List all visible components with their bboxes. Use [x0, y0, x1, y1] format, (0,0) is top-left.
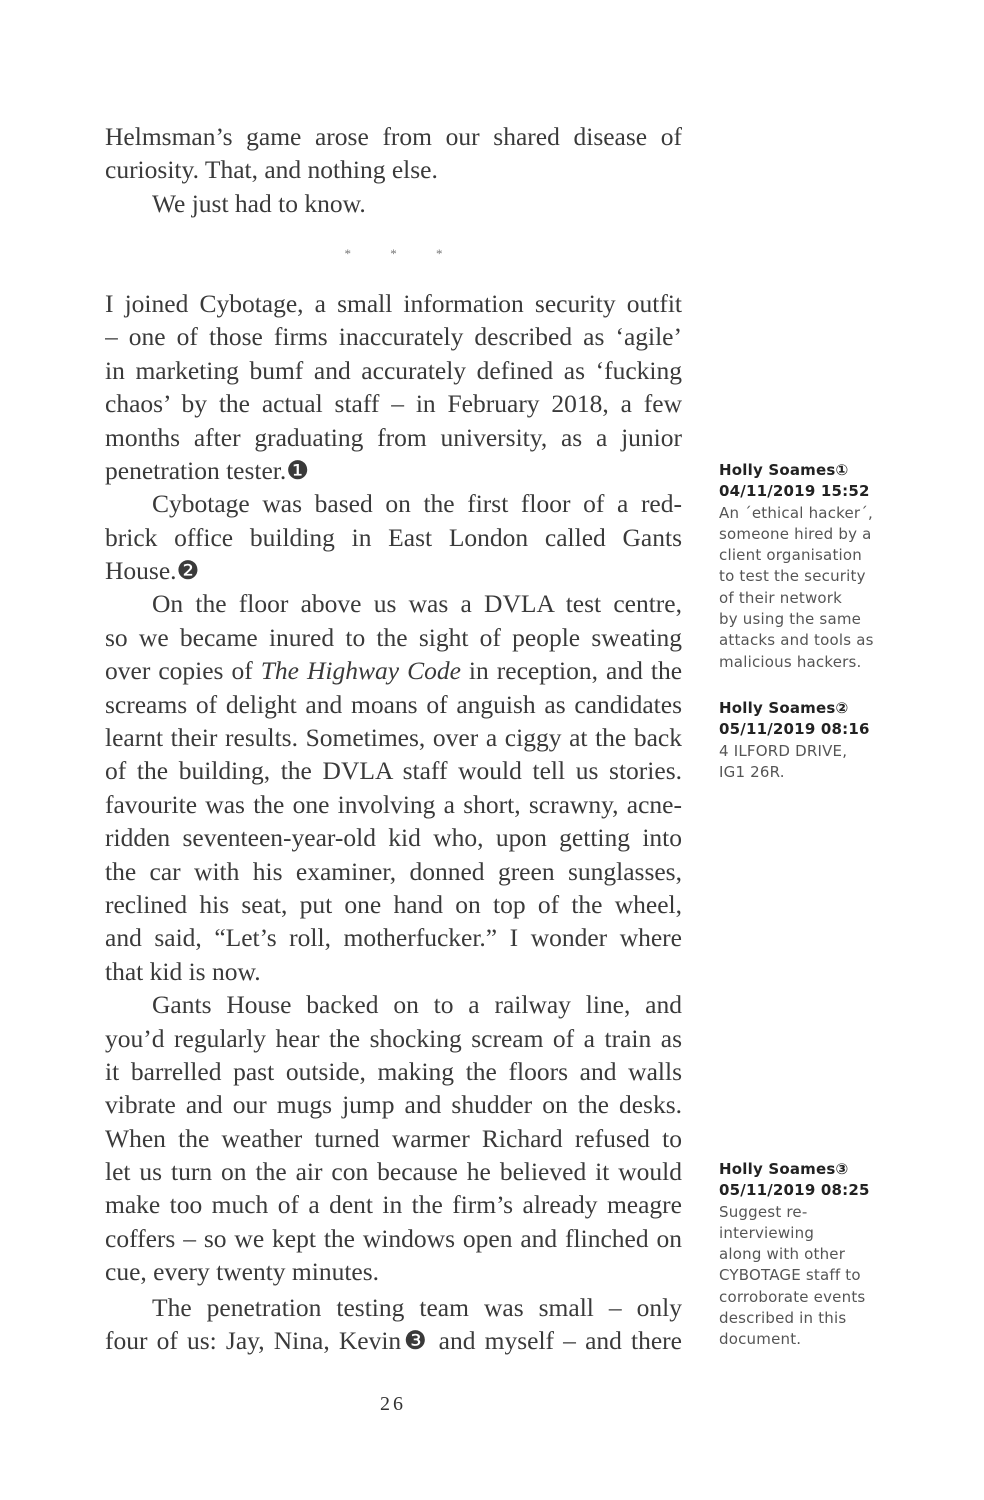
text-line	[105, 654, 682, 687]
page-number: 26	[380, 1393, 406, 1415]
margin-note	[719, 1159, 889, 1351]
text-line: make too much of a dent in the firm’s already meagre	[105, 1190, 682, 1220]
note-text-line: interviewing	[719, 1223, 815, 1242]
note-text-line: CYBOTAGE staff to	[719, 1266, 861, 1285]
text-line: House.❷	[105, 556, 200, 586]
margin-note	[719, 698, 889, 783]
text-line: of the building, the DVLA staff would tell us stories.	[105, 756, 682, 786]
book-title: The Highway Code	[260, 656, 461, 686]
note-author: Holly Soames③	[719, 1160, 849, 1178]
note-timestamp: 05/11/2019 08:25	[719, 1181, 870, 1200]
text-line: I joined Cybotage, a small information security outfit	[105, 288, 682, 318]
note-text-line: someone hired by a	[719, 524, 872, 543]
text-line: We just had to know.	[152, 188, 366, 218]
note-text-line: client organisation	[719, 546, 862, 565]
text-line: cue, every twenty minutes.	[105, 1257, 380, 1287]
text-line: vibrate and our mugs jump and shudder on the desks.	[105, 1090, 682, 1120]
note-text-line: document.	[719, 1330, 802, 1349]
text-line: On the floor above us was a DVLA test centre,	[152, 589, 682, 619]
text-line: the car with his examiner, donned green sunglasses,	[105, 856, 682, 886]
text-line: penetration tester.❶	[105, 455, 310, 485]
text-line: – one of those firms inaccurately described as ‘agile’	[105, 322, 682, 352]
text-line: that kid is now.	[105, 956, 261, 986]
text-line: so we became inured to the sight of people sweating	[105, 622, 682, 652]
note-text-line: along with other	[719, 1245, 846, 1264]
text-line: Gants House backed on to a railway line, and	[152, 990, 682, 1020]
note-timestamp: 05/11/2019 08:16	[719, 720, 870, 739]
text-line: you’d regularly hear the shocking scream of a train as	[105, 1023, 682, 1053]
text-line: screams of delight and moans of anguish as candidates	[105, 689, 682, 719]
text-line: months after graduating from university, as a junior	[105, 422, 682, 452]
section-break: * * *	[344, 245, 461, 261]
note-text-line: Suggest re-	[719, 1202, 808, 1221]
text-line: it barrelled past outside, making the floors and walls	[105, 1056, 682, 1086]
note-text-line: of their network	[719, 588, 843, 607]
note-text-line: 4 ILFORD DRIVE,	[719, 741, 848, 760]
body-text	[105, 120, 682, 1357]
text-line: four of us: Jay, Nina, Kevin❸ and myself – and there	[105, 1326, 682, 1356]
margin-note	[719, 460, 889, 673]
note-text-line: IG1 26R.	[719, 762, 785, 781]
text-line: and said, “Let’s roll, motherfucker.” I wonder where	[105, 923, 682, 953]
text-line: in marketing bumf and accurately defined as ‘fucking	[105, 355, 682, 385]
note-author: Holly Soames①	[719, 461, 849, 479]
text-line: When the weather turned warmer Richard refused to	[105, 1123, 682, 1153]
text-line: chaos’ by the actual staff – in February 2018, a few	[105, 389, 682, 419]
note-text-line: attacks and tools as	[719, 631, 874, 650]
note-text-line: An ˊethical hackerˊ,	[719, 503, 873, 522]
text-line: Cybotage was based on the first floor of a red-	[152, 489, 682, 519]
text-line: curiosity. That, and nothing else.	[105, 155, 438, 185]
note-timestamp: 04/11/2019 15:52	[719, 482, 870, 501]
note-text-line: to test the security	[719, 567, 866, 586]
note-text-line: malicious hackers.	[719, 652, 862, 671]
note-text-line: corroborate events	[719, 1287, 866, 1306]
text-line: learnt their results. Sometimes, over a ciggy at the back	[105, 723, 682, 753]
text-line: The penetration testing team was small – only	[152, 1292, 682, 1322]
text-line: Helmsman’s game arose from our shared disease of	[105, 122, 682, 151]
text-line: reclined his seat, put one hand on top of the wheel,	[105, 889, 682, 919]
text-line: coffers – so we kept the windows open and flinched on	[105, 1223, 682, 1253]
text-line: favourite was the one involving a short, scrawny, acne-	[105, 789, 682, 819]
text-segment: in reception, and the	[460, 656, 682, 686]
text-line: ridden seventeen-year-old kid who, upon getting into	[105, 823, 682, 853]
note-author: Holly Soames②	[719, 699, 849, 717]
text-line: let us turn on the air con because he believed it would	[105, 1157, 682, 1187]
text-segment: over copies of	[105, 656, 261, 686]
note-text-line: described in this	[719, 1309, 847, 1328]
text-line: brick office building in East London called Gants	[105, 522, 682, 552]
note-text-line: by using the same	[719, 610, 862, 629]
